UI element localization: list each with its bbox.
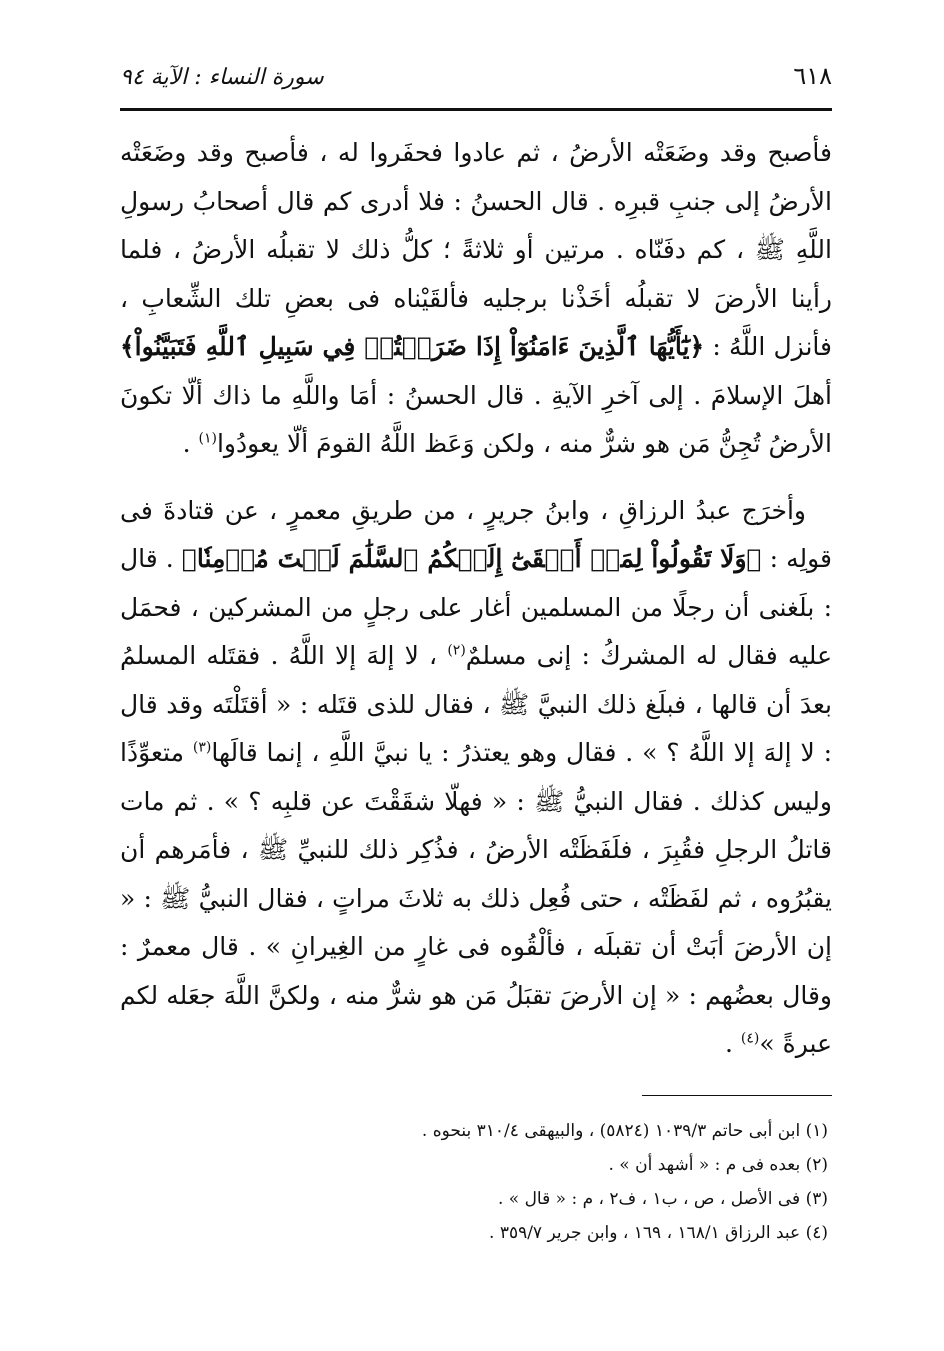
paragraph bbox=[120, 487, 832, 1069]
text-segment: . bbox=[182, 429, 199, 458]
footnote: (١) ابن أبى حاتم ١٠٣٩/٣ (٥٨٢٤) ، والبيهقى ٣١٠/٤ بنحوه . bbox=[421, 1120, 828, 1141]
page-number: ٦١٨ bbox=[793, 62, 832, 90]
footnote-marker: (١) bbox=[198, 430, 217, 447]
footnote-marker: (٢) bbox=[447, 642, 466, 659]
text-segment: ، لا إلهَ إلا اللَّهُ . فقتَله المسلمُ بعدَ أن قالها ، فبلَغ ذلك النبيَّ ﷺ ، فقال للذى قتَله : « أقتَلْتَه وقد قال : لا إلهَ إلا اللَّهُ ؟ » . فقال وهو يعتذرُ : يا نبيَّ اللَّهِ ، إنما قالَها bbox=[120, 641, 833, 767]
text-segment: . bbox=[725, 1029, 741, 1058]
text-segment: فأصبح وقد وضَعَتْه الأرضُ ، ثم عادوا فحفَروا له ، فأصبح وقد وضَعَتْه الأرضُ إلى جنبِ قبرِه . قال الحسنُ : فلا أدرى كم قال أصحابُ رسولِ اللَّهِ ﷺ ، كم دفَنّاه . مرتين أو ثلاثةً ؛ كلُّ ذلك لا تقبلُه الأرضُ ، فلما رأينا الأرضَ لا تقبلُه أخَذْنا برجليه فألقَيْناه فى بعضِ تلك الشِّعابِ ، فأنزل اللَّهُ : bbox=[120, 138, 832, 361]
paragraph bbox=[120, 129, 832, 469]
book-page bbox=[120, 62, 832, 1250]
page-header bbox=[120, 62, 832, 104]
body-text bbox=[120, 129, 832, 1069]
footnote-marker: (٤) bbox=[740, 1030, 760, 1047]
footnotes bbox=[120, 1114, 832, 1250]
text-segment: . قال : بلَغنى أن رجلًا من المسلمين أغار على رجلٍ من المشركين ، فحمَل عليه فقال له المشركُ : إنى مسلمٌ bbox=[120, 544, 832, 670]
text-segment: وأخرَج عبدُ الرزاقِ ، وابنُ جريرٍ ، من طريقِ معمرٍ ، عن قتادةَ فى قولِه : bbox=[120, 495, 832, 573]
text-segment: متعوِّذًا وليس كذلك . فقال النبيُّ ﷺ : « فهلّا شقَقْتَ عن قلبِه ؟ » . ثم مات قاتلُ الرجلِ فقُبِرَ ، فلَفَظَتْه الأرضُ ، فذُكِر ذلك للنبيِّ ﷺ ، فأمَرهم أن يقبُرُوه ، ثم لفَظَتْه ، حتى فُعِل ذلك به ثلاثَ مراتٍ ، فقال النبيُّ ﷺ : « إن الأرضَ أبَتْ أن تقبلَه ، فألْقُوه فى غارٍ من الغِيرانِ » . قال معمرٌ : وقال بعضُهم : « إن الأرضَ تقبَلُ مَن هو شرٌّ منه ، ولكنَّ اللَّهَ جعَله لكم عبرةً » bbox=[120, 738, 832, 1058]
header-rule bbox=[120, 108, 832, 111]
footnote-marker: (٣) bbox=[192, 739, 212, 756]
footnote: (٤) عبد الرزاق ١٦٨/١ ، ١٦٩ ، وابن جرير ٣٥٩/٧ . bbox=[489, 1222, 828, 1243]
footnote: (٢) بعده فى م : « أشهد أن » . bbox=[608, 1154, 828, 1175]
footnote-rule bbox=[642, 1095, 832, 1096]
quran-verse: ﴿وَلَا تَقُولُواْ لِمَنۡ أَلۡقَىٰٓ إِلَيۡكُمُ ٱلسَّلَٰمَ لَسۡتَ مُؤۡمِنٗا﴾ bbox=[181, 544, 762, 573]
quran-verse: ﴿يَٰٓأَيُّهَا ٱلَّذِينَ ءَامَنُوٓاْ إِذَا ضَرَبۡتُمۡ فِي سَبِيلِ ٱللَّهِ فَتَبَيَّنُواْ﴾ bbox=[120, 332, 705, 361]
running-title: سورة النساء : الآية ٩٤ bbox=[120, 65, 324, 90]
footnote: (٣) فى الأصل ، ص ، ب١ ، ف٢ ، م : « قال » . bbox=[497, 1188, 828, 1209]
text-segment: أهلَ الإسلامَ . إلى آخرِ الآيةِ . قال الحسنُ : أمَا واللَّهِ ما ذاك ألّا تكونَ الأرضُ تُجِنُّ مَن هو شرٌّ منه ، ولكن وَعَظ اللَّهُ القومَ ألّا يعودُوا bbox=[120, 380, 832, 458]
